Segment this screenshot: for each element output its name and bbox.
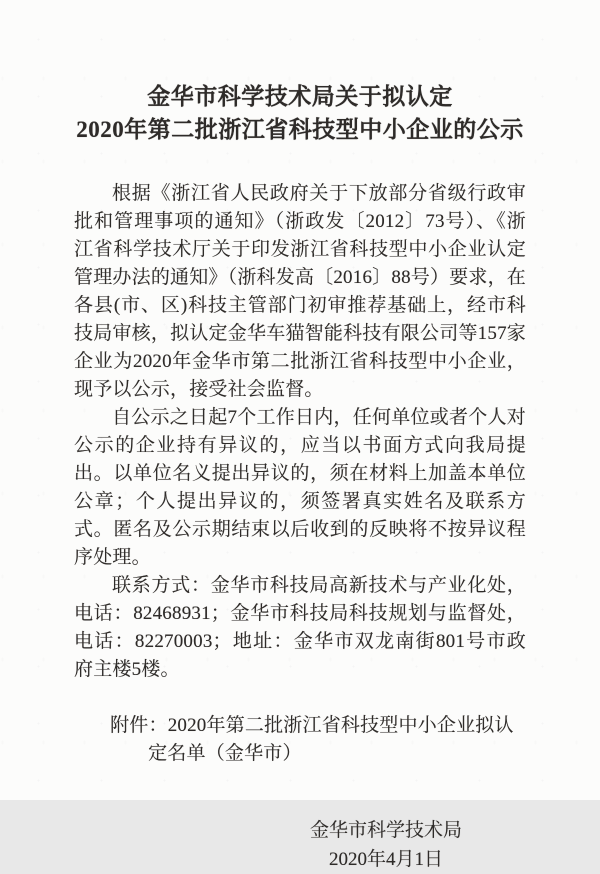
title-line-2: 2020年第二批浙江省科技型中小企业的公示	[76, 117, 524, 142]
attachment-label: 附件：	[110, 715, 168, 736]
paragraph-contact: 联系方式：金华市科技局高新技术与产业化处，电话：82468931；金华市科技局科技规划与监督处，电话：82270003；地址：金华市双龙南街801号市政府主楼5楼。	[74, 575, 526, 680]
document-body	[74, 180, 526, 684]
issuer-name: 金华市科学技术局	[309, 820, 462, 841]
document-title	[74, 80, 526, 146]
title-line-1: 金华市科学技术局关于拟认定	[147, 84, 453, 109]
attachment-line	[74, 712, 526, 768]
paragraph-objection: 自公示之日起7个工作日内，任何单位或者个人对公示的企业持有异议的，应当以书面方式向我局提出。以单位名义提出异议的，须在材料上加盖本单位公章；个人提出异议的，须签署真实姓名及联系方式。匿名及公示期结束以后收到的反映将不按异议程序处理。	[74, 407, 526, 568]
signature-block	[310, 816, 462, 874]
paragraph-basis: 根据《浙江省人民政府关于下放部分省级行政审批和管理事项的通知》（浙政发〔2012〕73号）、《浙江省科学技术厅关于印发浙江省科技型中小企业认定管理办法的通知》（浙科发高〔2016〕88号）要求，在各县(市、区)科技主管部门初审推荐基础上，经市科技局审核，拟认定金华车猫智能科技有限公司等157家企业为2020年金华市第二批浙江省科技型中小企业，现予以公示，接受社会监督。	[74, 183, 526, 400]
issue-date: 2020年4月1日	[328, 849, 443, 870]
attachment-title: 2020年第二批浙江省科技型中小企业拟认定名单（金华市）	[148, 715, 514, 764]
document-content	[74, 0, 526, 874]
